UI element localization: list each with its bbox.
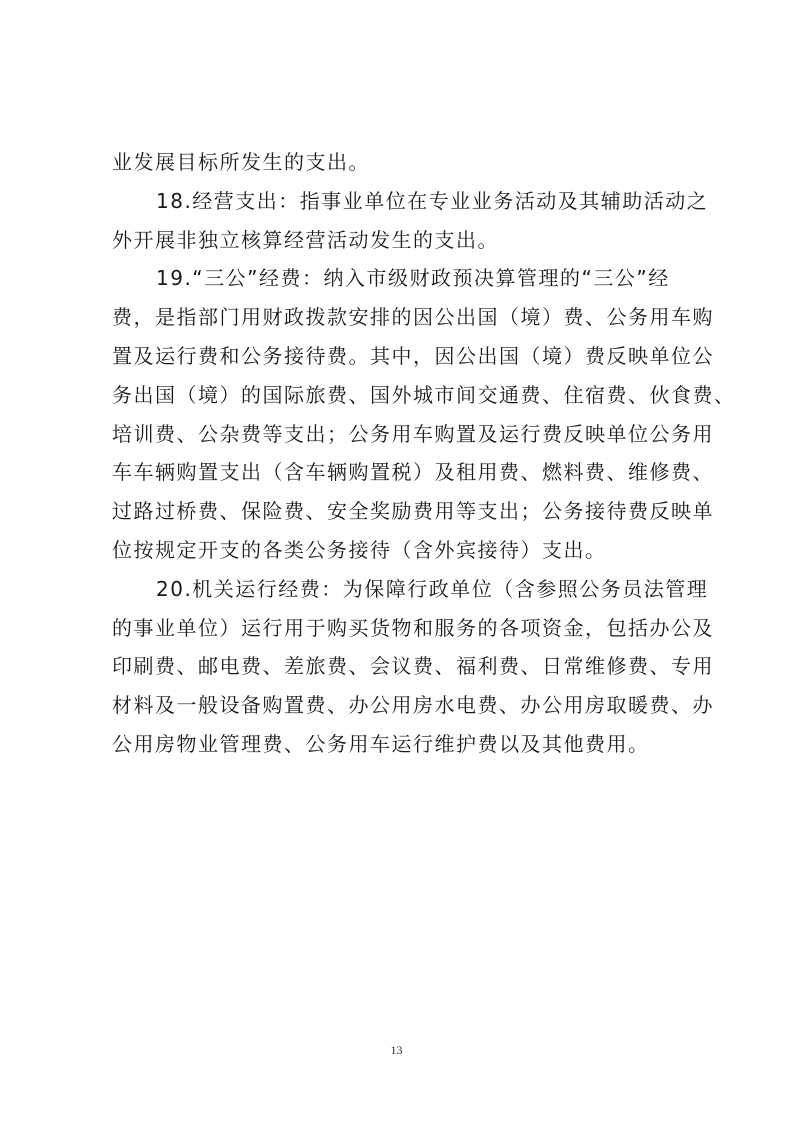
text-line: 材料及一般设备购置费、办公用房水电费、办公用房取暖费、办	[112, 693, 714, 718]
text-line: 过路过桥费、保险费、安全奖励费用等支出；公务接待费反映单	[112, 499, 714, 524]
text-line: 务出国（境）的国际旅费、国外城市间交通费、住宿费、伙食费、	[112, 382, 736, 407]
text-line: 培训费、公杂费等支出；公务用车购置及运行费反映单位公务用	[112, 421, 714, 446]
text-line: 车车辆购置支出（含车辆购置税）及租用费、燃料费、维修费、	[112, 460, 714, 485]
text-line: 外开展非独立核算经营活动发生的支出。	[112, 227, 499, 252]
text-line: 位按规定开支的各类公务接待（含外宾接待）支出。	[112, 537, 607, 562]
text-line: 公用房物业管理费、公务用车运行维护费以及其他费用。	[112, 731, 650, 756]
body-text	[112, 143, 736, 764]
text-line: 印刷费、邮电费、差旅费、会议费、福利费、日常维修费、专用	[112, 654, 714, 679]
text-line: 费，是指部门用财政拨款安排的因公出国（境）费、公务用车购	[112, 305, 714, 330]
text-line: 19.“三公”经费：纳入市级财政预决算管理的“三公”经	[156, 266, 670, 291]
text-line: 20.机关运行经费：为保障行政单位（含参照公务员法管理	[156, 576, 709, 601]
text-line: 18.经营支出：指事业单位在专业业务活动及其辅助活动之	[156, 188, 709, 213]
text-line: 置及运行费和公务接待费。其中，因公出国（境）费反映单位公	[112, 343, 714, 368]
text-line: 业发展目标所发生的支出。	[112, 150, 370, 174]
text-line: 的事业单位）运行用于购买货物和服务的各项资金，包括办公及	[112, 615, 714, 640]
page-number: 13	[390, 1043, 403, 1057]
